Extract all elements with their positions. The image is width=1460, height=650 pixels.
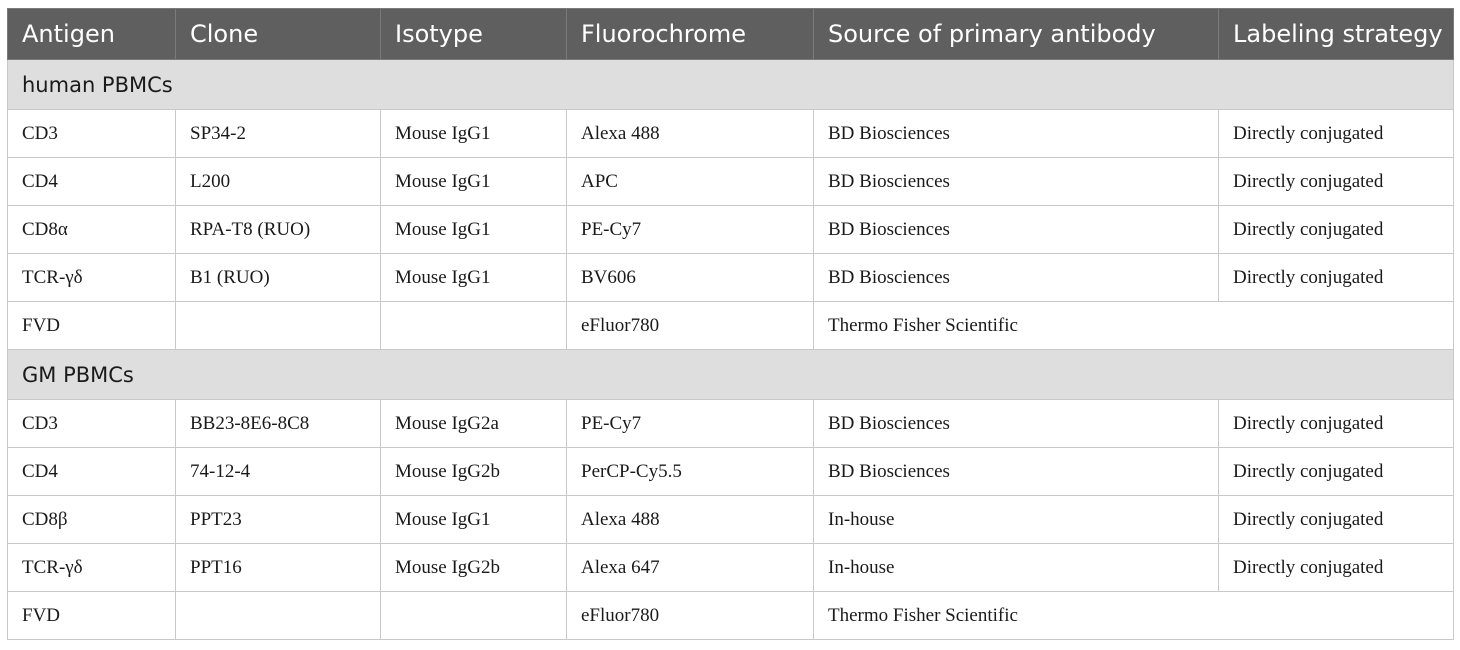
column-header-source: Source of primary antibody	[814, 9, 1219, 60]
cell-source: In-house	[814, 496, 1219, 544]
cell-labeling-strategy: Directly conjugated	[1219, 158, 1454, 206]
cell-labeling-strategy: Directly conjugated	[1219, 110, 1454, 158]
cell-clone: PPT16	[176, 544, 381, 592]
section-label: human PBMCs	[8, 60, 1454, 110]
cell-isotype: Mouse IgG1	[381, 496, 567, 544]
cell-source: Thermo Fisher Scientific	[814, 592, 1454, 640]
cell-source: BD Biosciences	[814, 254, 1219, 302]
cell-fluorochrome: eFluor780	[567, 592, 814, 640]
section-header-row	[8, 60, 1454, 110]
cell-source: BD Biosciences	[814, 448, 1219, 496]
cell-fluorochrome: PerCP-Cy5.5	[567, 448, 814, 496]
cell-isotype: Mouse IgG1	[381, 158, 567, 206]
cell-fluorochrome: APC	[567, 158, 814, 206]
cell-labeling-strategy: Directly conjugated	[1219, 544, 1454, 592]
table-row	[8, 206, 1454, 254]
cell-source: BD Biosciences	[814, 400, 1219, 448]
table-row	[8, 448, 1454, 496]
table-body	[8, 60, 1454, 640]
cell-antigen: CD3	[8, 400, 176, 448]
cell-antigen: FVD	[8, 302, 176, 350]
cell-fluorochrome: PE-Cy7	[567, 400, 814, 448]
cell-clone: 74-12-4	[176, 448, 381, 496]
cell-isotype: Mouse IgG1	[381, 254, 567, 302]
cell-antigen: FVD	[8, 592, 176, 640]
cell-isotype: Mouse IgG2b	[381, 448, 567, 496]
cell-antigen: CD8β	[8, 496, 176, 544]
cell-clone: B1 (RUO)	[176, 254, 381, 302]
cell-clone: PPT23	[176, 496, 381, 544]
cell-antigen: TCR-γδ	[8, 254, 176, 302]
cell-fluorochrome: Alexa 647	[567, 544, 814, 592]
section-label: GM PBMCs	[8, 350, 1454, 400]
cell-clone: L200	[176, 158, 381, 206]
cell-fluorochrome: PE-Cy7	[567, 206, 814, 254]
table-row	[8, 302, 1454, 350]
cell-clone: RPA-T8 (RUO)	[176, 206, 381, 254]
cell-fluorochrome: Alexa 488	[567, 110, 814, 158]
column-header-isotype: Isotype	[381, 9, 567, 60]
column-header-labeling-strategy: Labeling strategy	[1219, 9, 1454, 60]
cell-antigen: CD4	[8, 158, 176, 206]
table-header	[8, 9, 1454, 60]
cell-clone: BB23-8E6-8C8	[176, 400, 381, 448]
cell-antigen: CD4	[8, 448, 176, 496]
table-row	[8, 400, 1454, 448]
cell-labeling-strategy: Directly conjugated	[1219, 400, 1454, 448]
cell-source: BD Biosciences	[814, 206, 1219, 254]
cell-clone	[176, 592, 381, 640]
section-header-row	[8, 350, 1454, 400]
antibody-table	[7, 8, 1454, 640]
table-row	[8, 110, 1454, 158]
table-row	[8, 592, 1454, 640]
cell-labeling-strategy: Directly conjugated	[1219, 448, 1454, 496]
cell-labeling-strategy: Directly conjugated	[1219, 254, 1454, 302]
cell-labeling-strategy: Directly conjugated	[1219, 496, 1454, 544]
column-header-antigen: Antigen	[8, 9, 176, 60]
cell-source: BD Biosciences	[814, 158, 1219, 206]
cell-antigen: CD3	[8, 110, 176, 158]
column-header-fluorochrome: Fluorochrome	[567, 9, 814, 60]
cell-isotype: Mouse IgG1	[381, 206, 567, 254]
table-row	[8, 544, 1454, 592]
cell-antigen: CD8α	[8, 206, 176, 254]
header-row	[8, 9, 1454, 60]
cell-fluorochrome: BV606	[567, 254, 814, 302]
cell-isotype: Mouse IgG2a	[381, 400, 567, 448]
cell-fluorochrome: eFluor780	[567, 302, 814, 350]
cell-source: BD Biosciences	[814, 110, 1219, 158]
cell-isotype: Mouse IgG2b	[381, 544, 567, 592]
cell-source: Thermo Fisher Scientific	[814, 302, 1454, 350]
table-row	[8, 158, 1454, 206]
cell-clone	[176, 302, 381, 350]
column-header-clone: Clone	[176, 9, 381, 60]
table-row	[8, 254, 1454, 302]
cell-fluorochrome: Alexa 488	[567, 496, 814, 544]
cell-isotype	[381, 302, 567, 350]
cell-labeling-strategy: Directly conjugated	[1219, 206, 1454, 254]
cell-source: In-house	[814, 544, 1219, 592]
cell-clone: SP34-2	[176, 110, 381, 158]
table-row	[8, 496, 1454, 544]
cell-isotype: Mouse IgG1	[381, 110, 567, 158]
cell-isotype	[381, 592, 567, 640]
cell-antigen: TCR-γδ	[8, 544, 176, 592]
